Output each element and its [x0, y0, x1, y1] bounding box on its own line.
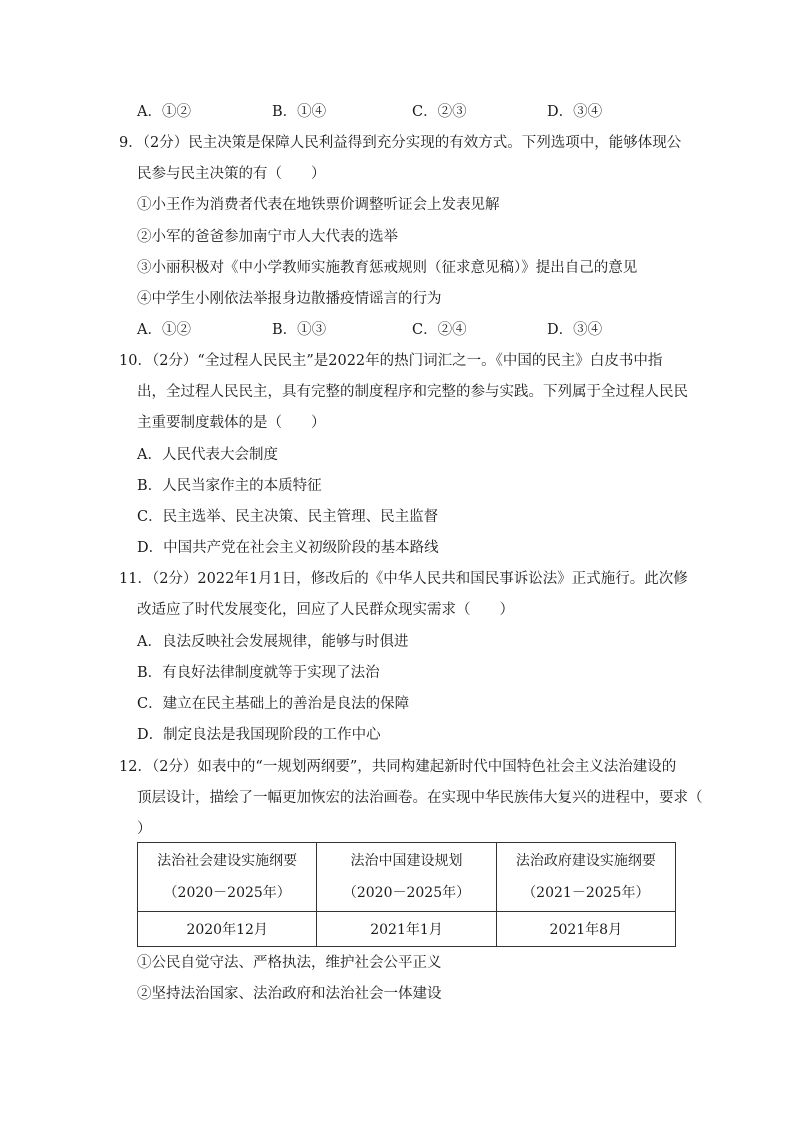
q12-stem-line-1: 12．（2分）如表中的“一规划两纲要”，共同构建起新时代中国特色社会主义法治建设的	[119, 759, 677, 775]
table-cell	[496, 843, 675, 912]
q9-option-d[interactable]: D．③④	[547, 322, 603, 338]
q12-stem-line-3: ）	[137, 821, 152, 837]
plan-name: 法治中国建设规划	[350, 853, 463, 869]
q9-option-c[interactable]: C．②④	[412, 322, 467, 338]
plan-date: 2020年12月	[138, 912, 317, 947]
q8-option-b[interactable]: B．①④	[272, 104, 327, 120]
plan-date: 2021年8月	[496, 912, 675, 947]
q12-stem-line-2: 顶层设计，描绘了一幅更加恢宏的法治画卷。在实现中华民族伟大复兴的进程中，要求（	[137, 790, 703, 806]
q10-option-a[interactable]: A．人民代表大会制度	[137, 447, 278, 463]
q11-option-c[interactable]: C．建立在民主基础上的善治是良法的保障	[137, 696, 410, 712]
plan-name: 法治政府建设实施纲要	[515, 853, 656, 869]
q11-option-b[interactable]: B．有良好法律制度就等于实现了法治	[137, 665, 380, 681]
plan-date: 2021年1月	[317, 912, 496, 947]
q9-item-3: ③小丽积极对《中小学教师实施教育惩戒规则（征求意见稿）》提出自己的意见	[137, 260, 638, 276]
q9-stem-line-1: 9．（2分）民主决策是保障人民利益得到充分实现的有效方式。下列选项中，能够体现公	[119, 135, 682, 151]
q8-option-a[interactable]: A．①②	[137, 104, 191, 120]
q8-option-c[interactable]: C．②③	[412, 104, 467, 120]
q9-stem-line-2: 民参与民主决策的有（ ）	[137, 166, 326, 182]
q10-option-d[interactable]: D．中国共产党在社会主义初级阶段的基本路线	[137, 540, 439, 556]
q9-option-b[interactable]: B．①③	[272, 322, 327, 338]
q10-stem-line-3: 主重要制度载体的是（ ）	[137, 415, 326, 431]
q8-option-d[interactable]: D．③④	[547, 104, 603, 120]
q11-option-d[interactable]: D．制定良法是我国现阶段的工作中心	[137, 727, 381, 743]
q8-options	[137, 102, 677, 122]
q12-item-2: ②坚持法治国家、法治政府和法治社会一体建设	[137, 986, 442, 1002]
q11-stem-line-1: 11．（2分）2022年1月1日，修改后的《中华人民共和国民事诉讼法》正式施行。此次修	[119, 571, 688, 587]
table-row	[138, 912, 676, 947]
q10-option-c[interactable]: C．民主选举、民主决策、民主管理、民主监督	[137, 509, 439, 525]
plan-period: （2020－2025年）	[163, 885, 291, 901]
q9-item-1: ①小王作为消费者代表在地铁票价调整听证会上发表见解	[137, 197, 500, 213]
table-cell	[317, 843, 496, 912]
q9-option-a[interactable]: A．①②	[137, 322, 191, 338]
q11-stem-line-2: 改适应了时代发展变化，回应了人民群众现实需求（ ）	[137, 602, 514, 618]
table-cell	[138, 843, 317, 912]
plan-period: （2021－2025年）	[522, 885, 650, 901]
q9-item-4: ④中学生小刚依法举报身边散播疫情谣言的行为	[137, 291, 442, 307]
q12-item-1: ①公民自觉守法、严格执法，维护社会公平正义	[137, 955, 442, 971]
table-row	[138, 843, 676, 912]
q9-item-2: ②小军的爸爸参加南宁市人大代表的选举	[137, 229, 398, 245]
plan-period: （2020－2025年）	[342, 885, 471, 901]
q10-stem-line-1: 10．（2分）“全过程人民民主”是2022年的热门词汇之一。《中国的民主》白皮书中指	[119, 353, 663, 369]
q10-option-b[interactable]: B．人民当家作主的本质特征	[137, 478, 322, 494]
plan-name: 法治社会建设实施纲要	[157, 853, 298, 869]
q12-plan-table	[137, 842, 676, 947]
q10-stem-line-2: 出，全过程人民民主，具有完整的制度程序和完整的参与实践。下列属于全过程人民民	[137, 384, 688, 400]
q9-options	[137, 320, 677, 340]
q11-option-a[interactable]: A．良法反映社会发展规律，能够与时俱进	[137, 634, 409, 650]
